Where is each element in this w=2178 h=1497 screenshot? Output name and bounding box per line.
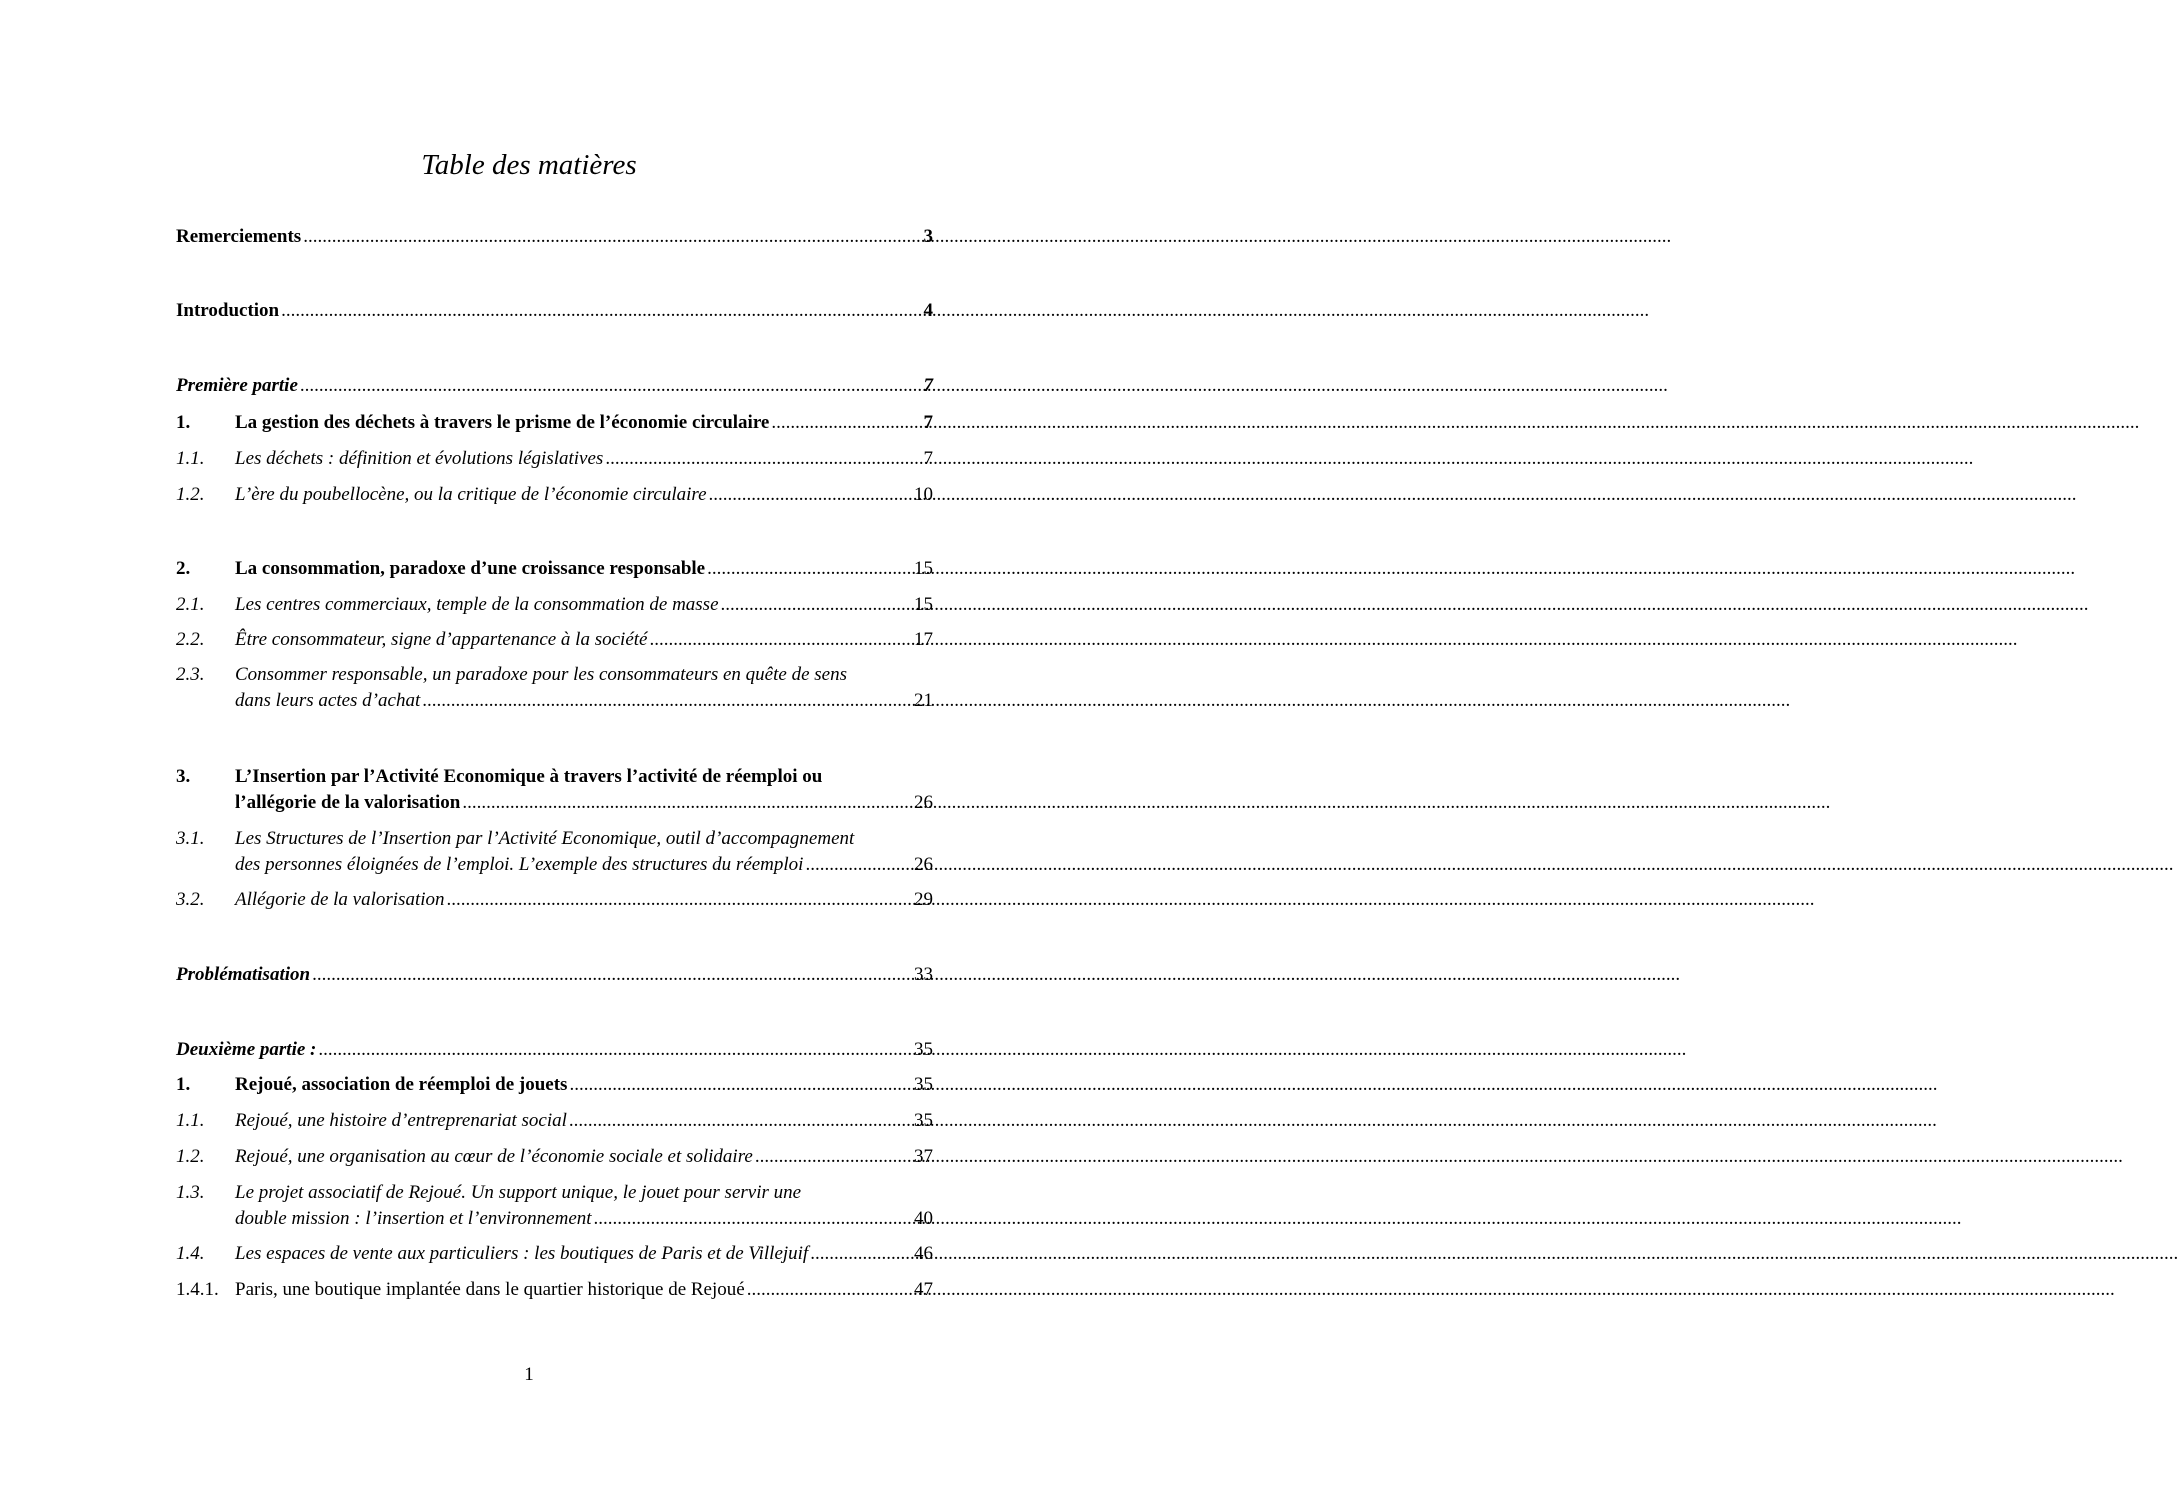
toc-entry-title-line1: L’Insertion par l’Activité Economique à travers l’activité de réemploi ou — [235, 766, 823, 787]
toc-dot-leader — [281, 298, 919, 324]
toc-entry-title: Les centres commerciaux, temple de la consommation de masse — [235, 594, 719, 615]
toc-entry-title: Allégorie de la valorisation — [235, 889, 445, 910]
toc-entry[interactable] — [176, 1144, 933, 1170]
toc-entry-title-line2: l’allégorie de la valorisation — [235, 792, 461, 813]
toc-entry[interactable] — [176, 410, 933, 436]
toc-entry-number: 1.2. — [176, 484, 205, 505]
toc-entry-continuation[interactable] — [235, 688, 933, 714]
toc-entry-title: Rejoué, une histoire d’entreprenariat social — [235, 1110, 567, 1131]
toc-entry-continuation[interactable] — [235, 790, 933, 816]
toc-entry-title-line1: Les Structures de l’Insertion par l’Activité Economique, outil d’accompagnement — [235, 828, 855, 849]
toc-entry-page: 10 — [914, 484, 933, 505]
toc-entry-page: 29 — [914, 889, 933, 910]
toc-entry[interactable] — [176, 373, 933, 399]
toc-entry-page: 15 — [914, 594, 933, 615]
toc-entry[interactable] — [176, 962, 933, 988]
toc-entry-number: 2.2. — [176, 629, 205, 650]
toc-entry-continuation[interactable] — [235, 852, 933, 878]
toc-entry-number: 1.4.1. — [176, 1279, 219, 1300]
toc-entry-number: 1.4. — [176, 1243, 205, 1264]
toc-entry-page: 26 — [914, 854, 933, 875]
toc-entry-page: 35 — [914, 1110, 933, 1131]
toc-entry-number: 2. — [176, 558, 191, 579]
toc-entry-page: 35 — [914, 1039, 933, 1060]
toc-dot-leader — [312, 962, 910, 988]
toc-entry-continuation[interactable] — [235, 1206, 933, 1232]
toc-entry-title-line2: des personnes éloignées de l’emploi. L’exemple des structures du réemploi — [235, 854, 804, 875]
toc-entry-title: Introduction — [176, 300, 280, 321]
toc-entry-number: 3.1. — [176, 828, 205, 849]
toc-entry-title: Première partie — [176, 375, 298, 396]
toc-entry-title: Deuxième partie : — [176, 1039, 317, 1060]
toc-entry-page: 35 — [914, 1074, 933, 1095]
toc-entry-title: Rejoué, une organisation au cœur de l’économie sociale et solidaire — [235, 1146, 753, 1167]
toc-dot-leader — [771, 410, 919, 436]
toc-entry-page: 21 — [914, 690, 933, 711]
toc-entry-title: La consommation, paradoxe d’une croissance responsable — [235, 558, 706, 579]
toc-entry-page: 7 — [923, 375, 933, 396]
toc-entry-page: 37 — [914, 1146, 933, 1167]
toc-entry-title: Rejoué, association de réemploi de jouets — [235, 1074, 568, 1095]
toc-entry-number: 1.2. — [176, 1146, 205, 1167]
toc-entry[interactable] — [176, 627, 933, 653]
toc-entry[interactable] — [176, 592, 933, 618]
toc-entry-page: 33 — [914, 964, 933, 985]
toc-entry-page: 15 — [914, 558, 933, 579]
toc-dot-leader — [605, 446, 919, 472]
toc-entry-number: 3.2. — [176, 889, 205, 910]
toc-entry-title: Paris, une boutique implantée dans le quartier historique de Rejoué — [235, 1279, 745, 1300]
toc-entry-title: L’ère du poubellocène, ou la critique de l’économie circulaire — [235, 484, 707, 505]
toc-dot-leader — [447, 887, 910, 913]
toc-dot-leader — [594, 1206, 910, 1232]
toc-entry[interactable] — [176, 446, 933, 472]
toc-dot-leader — [303, 224, 919, 250]
toc-entry-page: 46 — [914, 1243, 933, 1264]
toc-entry[interactable] — [176, 482, 933, 508]
toc-dot-leader — [569, 1072, 910, 1098]
toc-entry[interactable] — [176, 662, 933, 688]
toc-entry[interactable] — [176, 224, 933, 250]
page-title: Table des matières — [421, 149, 637, 181]
toc-dot-leader — [707, 556, 910, 582]
toc-dot-leader — [649, 627, 910, 653]
toc-entry-title-line1: Consommer responsable, un paradoxe pour les consommateurs en quête de sens — [235, 664, 847, 685]
toc-entry[interactable] — [176, 1277, 933, 1303]
toc-dot-leader — [755, 1144, 910, 1170]
toc-dot-leader — [805, 852, 910, 878]
toc-entry-page: 40 — [914, 1208, 933, 1229]
toc-entry-number: 1. — [176, 412, 191, 433]
toc-entry[interactable] — [176, 826, 933, 852]
toc-entry-number: 2.1. — [176, 594, 205, 615]
toc-entry-number: 3. — [176, 766, 191, 787]
toc-entry[interactable] — [176, 1108, 933, 1134]
toc-entry-number: 1.1. — [176, 1110, 205, 1131]
toc-dot-leader — [300, 373, 920, 399]
toc-dot-leader — [422, 688, 910, 714]
toc-dot-leader — [747, 1277, 910, 1303]
toc-entry-number: 1.1. — [176, 448, 205, 469]
toc-entry-title-line2: dans leurs actes d’achat — [235, 690, 421, 711]
toc-entry[interactable] — [176, 1037, 933, 1063]
toc-dot-leader — [721, 592, 910, 618]
toc-entry[interactable] — [176, 1072, 933, 1098]
toc-entry[interactable] — [176, 887, 933, 913]
toc-entry-title: La gestion des déchets à travers le prisme de l’économie circulaire — [235, 412, 770, 433]
toc-entry[interactable] — [176, 764, 933, 790]
toc-entry-page: 47 — [914, 1279, 933, 1300]
toc-entry[interactable] — [176, 1241, 933, 1267]
toc-entry-page: 17 — [914, 629, 933, 650]
toc-entry-page: 3 — [923, 226, 933, 247]
toc-entry-title: Les espaces de vente aux particuliers : les boutiques de Paris et de Villejuif — [235, 1243, 809, 1264]
toc-entry-page: 4 — [923, 300, 933, 321]
toc-entry-title: Remerciements — [176, 226, 302, 247]
toc-entry-page: 7 — [923, 448, 933, 469]
toc-entry-page: 26 — [914, 792, 933, 813]
toc-dot-leader — [462, 790, 910, 816]
toc-entry-number: 1.3. — [176, 1182, 205, 1203]
toc-dot-leader — [810, 1241, 910, 1267]
toc-entry[interactable] — [176, 1180, 933, 1206]
toc-entry-title: Les déchets : définition et évolutions législatives — [235, 448, 604, 469]
toc-entry[interactable] — [176, 556, 933, 582]
toc-entry-title-line1: Le projet associatif de Rejoué. Un support unique, le jouet pour servir une — [235, 1182, 802, 1203]
page-number: 1 — [524, 1364, 534, 1385]
toc-entry-number: 1. — [176, 1074, 191, 1095]
toc-entry-number: 2.3. — [176, 664, 205, 685]
toc-dot-leader — [569, 1108, 910, 1134]
toc-entry-title-line2: double mission : l’insertion et l’environnement — [235, 1208, 592, 1229]
toc-entry-title: Être consommateur, signe d’appartenance à la société — [235, 629, 648, 650]
toc-entry-page: 7 — [923, 412, 933, 433]
toc-dot-leader — [709, 482, 910, 508]
toc-dot-leader — [318, 1037, 910, 1063]
toc-entry-title: Problématisation — [176, 964, 311, 985]
toc-entry[interactable] — [176, 298, 933, 324]
